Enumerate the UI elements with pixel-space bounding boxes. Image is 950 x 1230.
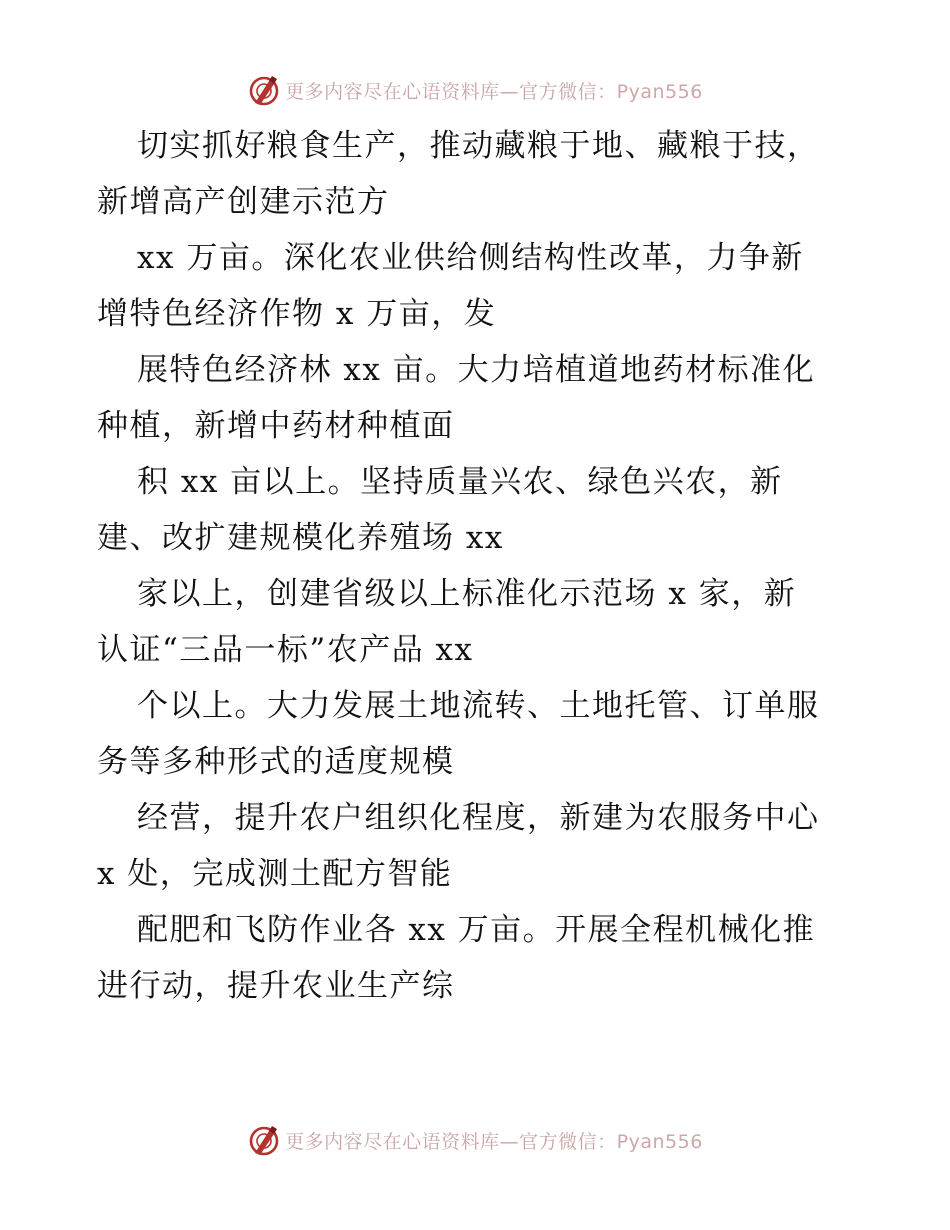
header-banner-label: 更多内容尽在心语资料库—官方微信： [285,80,617,103]
body-line: 建、改扩建规模化养殖场 xx [97,520,504,556]
footer-banner [0,1120,950,1160]
body-line: xx 万亩。深化农业供给侧结构性改革，力争新 [137,240,804,276]
body-line: 经营，提升农户组织化程度，新建为农服务中心 [137,800,820,836]
body-line: 配肥和飞防作业各 xx 万亩。开展全程机械化推 [137,912,816,948]
body-line: 个以上。大力发展土地流转、土地托管、订单服 [137,688,820,724]
body-line: 进行动，提升农业生产综 [97,968,455,1004]
body-line: 增特色经济作物 x 万亩，发 [97,296,497,332]
body-line: 家以上，创建省级以上标准化示范场 x 家，新 [137,576,797,612]
body-line: 切实抓好粮食生产，推动藏粮于地、藏粮于技， [137,128,820,164]
header-banner [0,70,950,110]
header-wechat-id: Pyan556 [616,80,703,103]
body-line: 种植，新增中药材种植面 [97,408,455,444]
body-line: 新增高产创建示范方 [97,184,390,220]
body-line: 务等多种形式的适度规模 [97,744,455,780]
body-line: x 处，完成测土配方智能 [97,856,453,892]
header-banner-text [285,77,703,104]
footer-banner-label: 更多内容尽在心语资料库—官方微信： [285,1130,617,1153]
body-line: 积 xx 亩以上。坚持质量兴农、绿色兴农，新 [137,464,783,500]
footer-wechat-id: Pyan556 [616,1130,703,1153]
pen-logo-icon [247,1123,281,1157]
body-line: 展特色经济林 xx 亩。大力培植道地药材标准化 [137,352,816,388]
body-line: 认证“三品一标”农产品 xx [97,632,474,668]
pen-logo-icon [247,73,281,107]
document-body [97,118,857,1014]
footer-banner-text [285,1127,703,1154]
